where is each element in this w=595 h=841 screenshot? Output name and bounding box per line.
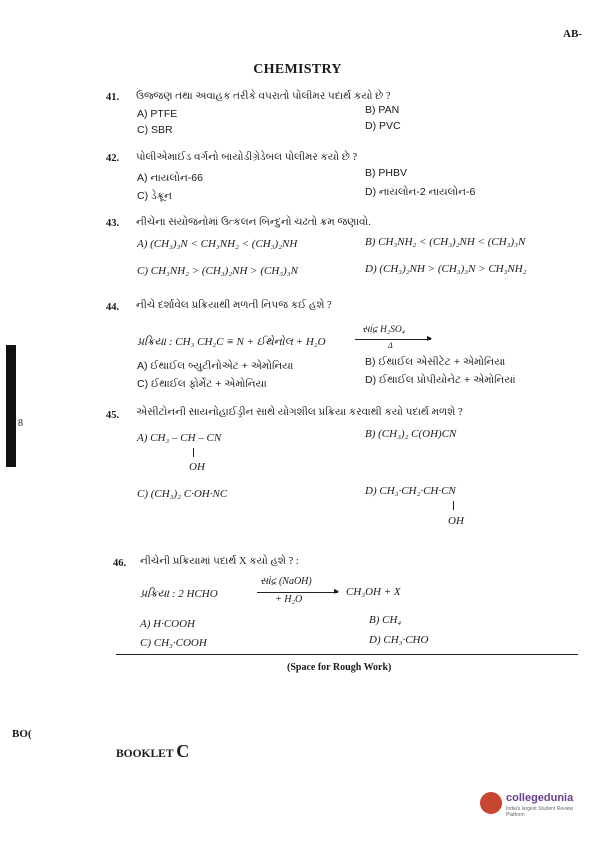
q43-text: નીચેના સંયોજનોમાં ઉત્કલન બિન્દુનો ચઢતો ક્રમ જણાવો.: [136, 217, 371, 228]
q45-option-d: D) CH₃·CH₂·CH·CN: [365, 485, 456, 497]
q46-reaction-arrow: [257, 592, 338, 593]
q41-option-c: C) SBR: [137, 124, 173, 136]
collegedunia-logo-text: collegedunia: [506, 792, 574, 804]
q42-option-b: B) PHBV: [365, 167, 408, 179]
booklet-edge-label: BO(: [12, 728, 32, 740]
rough-work-label: (Space for Rough Work): [287, 662, 392, 673]
q42-number: 42.: [106, 153, 120, 164]
q44-option-d: D) ઈથાઈલ પ્રોપીયોનેટ + એમોનિયાં: [365, 374, 516, 386]
q45-option-c: C) (CH₃)₂ C·OH·NC: [137, 488, 228, 500]
q41-option-a: A) PTFE: [137, 108, 178, 120]
binding-mark: [6, 345, 16, 467]
q43-option-a: A) (CH₃)₃N < CH₃NH₂ < (CH₃)₂NH: [137, 238, 298, 250]
q44-option-a: A) ઈથાઈલ બ્યુટીનોએટ + એમોનિયા: [137, 360, 294, 372]
q46-option-c: C) CH₃·COOH: [140, 637, 207, 649]
q44-number: 44.: [106, 302, 120, 313]
q45-option-a-bond: [193, 448, 194, 457]
q45-option-a: A) CH₃ – CH – CN: [137, 432, 222, 444]
q45-option-d-bond: [453, 501, 454, 510]
q41-text: ઉજ્જણ તથા અવાહક તરીકે વપરાતો પોલીમર પદાર્થ કયો છે ?: [136, 91, 391, 102]
q43-number: 43.: [106, 218, 120, 229]
arrow-head-icon: ▸: [334, 586, 340, 597]
q45-option-a-sub: OH: [189, 461, 205, 473]
booklet-letter: C: [176, 741, 190, 761]
q46-reaction-right: CH₃OH + X: [346, 586, 401, 598]
q42-option-a: A) નાયલોન-66: [137, 172, 203, 184]
q43-option-c: C) CH₃NH₂ > (CH₃)₂NH > (CH₃)₃N: [137, 265, 298, 277]
q42-option-d: D) નાયલોન-2 નાયલોન-6: [365, 186, 476, 198]
q46-option-b: B) CH₄: [369, 614, 402, 626]
q44-option-c: C) ઈથાઈલ ફોર્મેટ + એમોનિયા: [137, 378, 267, 390]
q46-number: 46.: [113, 558, 127, 569]
q42-text: પોલીએમાઈડ વર્ગનો બાયોડીગ્રેડેબલ પોલીમર કયો છે ?: [136, 152, 358, 163]
q46-reaction-left: પ્રક્રિયા : 2 HCHO: [140, 588, 218, 600]
q45-option-d-sub: OH: [448, 515, 464, 527]
q46-text: નીચેની પ્રક્રિયામાં પદાર્થ X કયો હશે ? :: [140, 556, 299, 567]
booklet-code: AB-: [563, 28, 582, 40]
q41-option-d: D) PVC: [365, 120, 401, 132]
q44-reaction-catalyst: સાંદ્ર H₂SO₄: [362, 325, 406, 335]
q41-option-b: B) PAN: [365, 104, 400, 116]
q42-option-c: C) ડેક્રૂન: [137, 190, 172, 202]
q45-option-b: B) (CH₃)₂ C(OH)CN: [365, 428, 457, 440]
q44-reaction-heat: Δ: [388, 341, 393, 350]
q46-reaction-catalyst: સાંદ્ર (NaOH): [260, 576, 312, 587]
q45-number: 45.: [106, 410, 120, 421]
booklet-label: [116, 741, 189, 762]
q45-text: એસીટોનની સાયનોહાઈડ્રીન સાથે યોગશીલ પ્રક્રિયા કરવાથી કયો પદાર્થ મળશે ?: [136, 407, 463, 418]
q41-number: 41.: [106, 92, 120, 103]
arrow-head-icon: ▸: [427, 333, 433, 344]
q46-option-a: A) H·COOH: [140, 618, 195, 630]
q46-option-d: D) CH₃·CHO: [369, 634, 429, 646]
q44-reaction-arrow: [355, 339, 431, 340]
q46-reaction-water: + H₂O: [275, 594, 303, 605]
q43-option-b: B) CH₃NH₂ < (CH₃)₂NH < (CH₃)₃N: [365, 236, 526, 248]
q44-option-b: B) ઈથાઈલ એસીટેટ + એમોનિયા: [365, 356, 506, 368]
q43-option-d: D) (CH₃)₂NH > (CH₃)₃N > CH₃NH₂: [365, 263, 527, 275]
q44-text: નીચે દર્શાવેલ પ્રક્રિયાથી મળતી નિપજ કઈ હશે ?: [136, 300, 332, 311]
booklet-label-text: BOOKLET: [116, 748, 174, 760]
collegedunia-logo-tagline: India's largest Student Review Platform: [506, 806, 574, 818]
collegedunia-logo-icon: [480, 792, 502, 814]
margin-mark: 8: [18, 418, 23, 429]
rough-work-divider: [116, 654, 578, 655]
subject-title: CHEMISTRY: [253, 62, 342, 77]
collegedunia-logo: [480, 790, 580, 820]
q44-reaction-left: પ્રક્રિયા : CH₃ CH₂C ≡ N + ઈથેનોલ + H₂O: [137, 336, 326, 348]
